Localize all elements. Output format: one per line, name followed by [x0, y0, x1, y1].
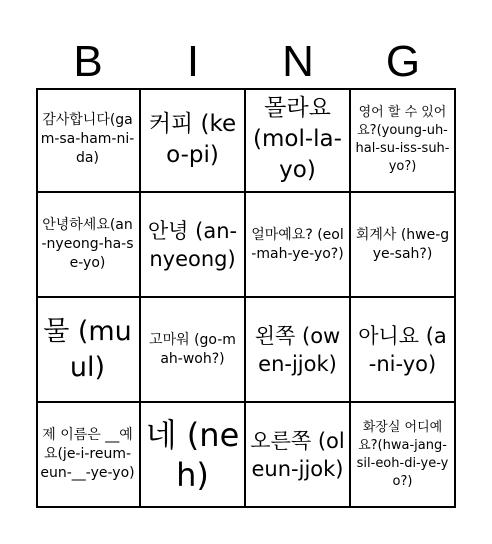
cell-text: 커피 (keo-pi) [148, 110, 237, 168]
cell-text: 왼쪽 (owen-jjok) [254, 323, 341, 376]
cell-text: 제 이름은 __예요(je-i-reum-eun-__-ye-yo) [40, 427, 135, 481]
cell-text: 네 (neh) [145, 415, 240, 494]
bingo-cell[interactable] [141, 193, 246, 298]
bingo-cell[interactable] [351, 88, 456, 193]
bingo-cell[interactable] [246, 193, 351, 298]
bingo-cell[interactable] [36, 193, 141, 298]
cell-text: 몰라요 (mol-la-yo) [253, 95, 342, 183]
header-letter-g: G [385, 37, 421, 86]
bingo-cell[interactable] [246, 403, 351, 508]
header-letter-b: B [73, 37, 103, 86]
bingo-cell[interactable] [36, 298, 141, 403]
bingo-cell[interactable] [141, 403, 246, 508]
bingo-cell[interactable] [141, 298, 246, 403]
bingo-cell[interactable] [246, 88, 351, 193]
cell-text: 영어 할 수 있어요?(young-uh-hal-su-iss-suh-yo?) [355, 104, 450, 174]
bingo-cell[interactable] [36, 88, 141, 193]
cell-text: 물 (muul) [43, 315, 132, 383]
bingo-cell[interactable] [141, 88, 246, 193]
bingo-cell[interactable] [246, 298, 351, 403]
header-letter-n: N [282, 37, 314, 86]
cell-text: 감사합니다(gam-sa-ham-ni-da) [40, 112, 135, 166]
header-letter-i: I [186, 37, 200, 86]
cell-text: 화장실 어디예요?(hwa-jang-sil-eoh-di-ye-yo?) [356, 419, 449, 489]
bingo-cell[interactable] [351, 193, 456, 298]
cell-text: 회계사 (hwe-gye-sah?) [355, 226, 450, 262]
cell-text: 안녕하세요(an-nyeong-ha-se-yo) [41, 217, 134, 271]
bingo-cell[interactable] [36, 403, 141, 508]
bingo-cell[interactable] [351, 298, 456, 403]
cell-text: 고마워 (go-mah-woh?) [149, 331, 236, 367]
bingo-grid [36, 88, 456, 508]
cell-text: 아니요 (a-ni-yo) [358, 323, 447, 376]
bingo-cell[interactable] [351, 403, 456, 508]
cell-text: 안녕 (an-nyeong) [147, 218, 238, 271]
bingo-header [36, 34, 456, 90]
cell-text: 오른쪽 (oleun-jjok) [250, 428, 345, 481]
cell-text: 얼마예요? (eol-mah-ye-yo?) [251, 226, 344, 262]
